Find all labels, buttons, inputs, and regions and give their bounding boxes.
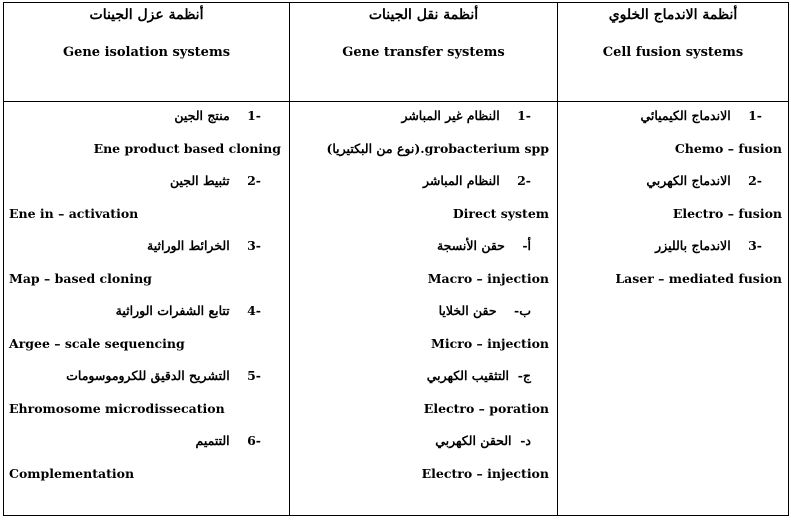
list-item: Electro – fusion — [672, 205, 782, 221]
header-transfer-ar: أنظمة نقل الجينات — [368, 7, 479, 23]
list-item: Ene product based cloning — [93, 140, 281, 156]
header-transfer-en: Gene transfer systems — [342, 45, 505, 60]
item-ar: النظام غير المباشر — [401, 108, 500, 123]
list-item — [290, 431, 557, 464]
header-cell-isolation — [4, 3, 290, 102]
item-number: د- — [520, 433, 531, 448]
list-item — [290, 106, 557, 139]
list-item — [4, 236, 289, 269]
item-ar: حقن الأنسجة — [436, 238, 505, 253]
list-item: Chemo – fusion — [674, 140, 782, 156]
item-number: -3 — [748, 238, 762, 253]
header-cell-fusion — [558, 3, 789, 102]
item-number: -2 — [517, 173, 531, 188]
item-number: -1 — [517, 108, 531, 123]
item-number: -4 — [247, 303, 261, 318]
item-ar: الاندماج بالليزر — [655, 238, 731, 253]
header-isolation-en: Gene isolation systems — [62, 45, 231, 60]
list-item: Electro – poration — [423, 400, 549, 416]
list-item — [4, 431, 289, 464]
list-item: Argee – scale sequencing — [9, 335, 185, 351]
list-item — [290, 366, 557, 399]
list-item: Direct system — [452, 205, 549, 221]
item-ar: التثقيب الكهربي — [426, 368, 510, 383]
list-item — [290, 301, 557, 334]
list-item — [4, 171, 289, 204]
header-isolation-ar: أنظمة عزل الجينات — [89, 7, 204, 23]
body-cell-transfer — [290, 102, 558, 516]
item-number: -2 — [247, 173, 261, 188]
item-ar: التشريح الدقيق للكروموسومات — [66, 368, 230, 383]
item-number: -6 — [247, 433, 261, 448]
item-ar: تثبيط الجين — [170, 173, 230, 188]
list-item: Ene in – activation — [9, 205, 139, 221]
list-item — [558, 236, 788, 269]
list-item: Complementation — [9, 465, 135, 481]
header-fusion-en: Cell fusion systems — [602, 45, 744, 60]
item-ar: الحقن الكهربي — [435, 433, 512, 448]
item-number: ب- — [514, 303, 531, 318]
item-number: ج- — [517, 368, 531, 383]
body-cell-isolation — [4, 102, 290, 516]
header-fusion-ar: أنظمة الاندماج الخلوي — [608, 7, 738, 23]
item-ar: منتج الجين — [174, 108, 230, 123]
body-cell-fusion — [558, 102, 789, 516]
item-number: -5 — [247, 368, 261, 383]
list-item: Macro – injection — [427, 270, 549, 286]
header-cell-transfer — [290, 3, 558, 102]
item-note-ar: (نوع من البكتيريا) — [326, 140, 421, 156]
table-body-row — [4, 102, 789, 516]
list-item — [558, 171, 788, 204]
list-item — [4, 301, 289, 334]
item-ar: النظام المباشر — [423, 173, 500, 188]
list-item — [290, 171, 557, 204]
list-item: Micro – injection — [431, 335, 549, 351]
table-header-row — [4, 3, 789, 102]
list-item: Ehromosome microdissecation — [9, 400, 225, 416]
item-number: -1 — [247, 108, 261, 123]
item-ar: الخرائط الوراثية — [147, 238, 230, 253]
item-ar: حقن الخلايا — [438, 303, 497, 318]
list-item — [4, 106, 289, 139]
item-ar: الاندماج الكهربي — [646, 173, 731, 188]
item-ar: الاندماج الكيميائي — [640, 108, 731, 123]
item-number: -2 — [748, 173, 762, 188]
list-item — [290, 236, 557, 269]
list-item: Electro – injection — [421, 465, 549, 481]
list-item — [290, 139, 557, 172]
list-item: Laser – mediated fusion — [615, 270, 782, 286]
item-en-latin: grobacterium spp. — [420, 140, 549, 156]
item-number: -1 — [748, 108, 762, 123]
item-ar: التتميم — [195, 433, 230, 448]
item-number: أ- — [522, 238, 531, 253]
list-item — [4, 366, 289, 399]
item-number: -3 — [247, 238, 261, 253]
gene-systems-table — [3, 2, 789, 516]
list-item — [558, 106, 788, 139]
list-item: Map – based cloning — [9, 270, 152, 286]
item-ar: تتابع الشفرات الوراثية — [115, 303, 230, 318]
